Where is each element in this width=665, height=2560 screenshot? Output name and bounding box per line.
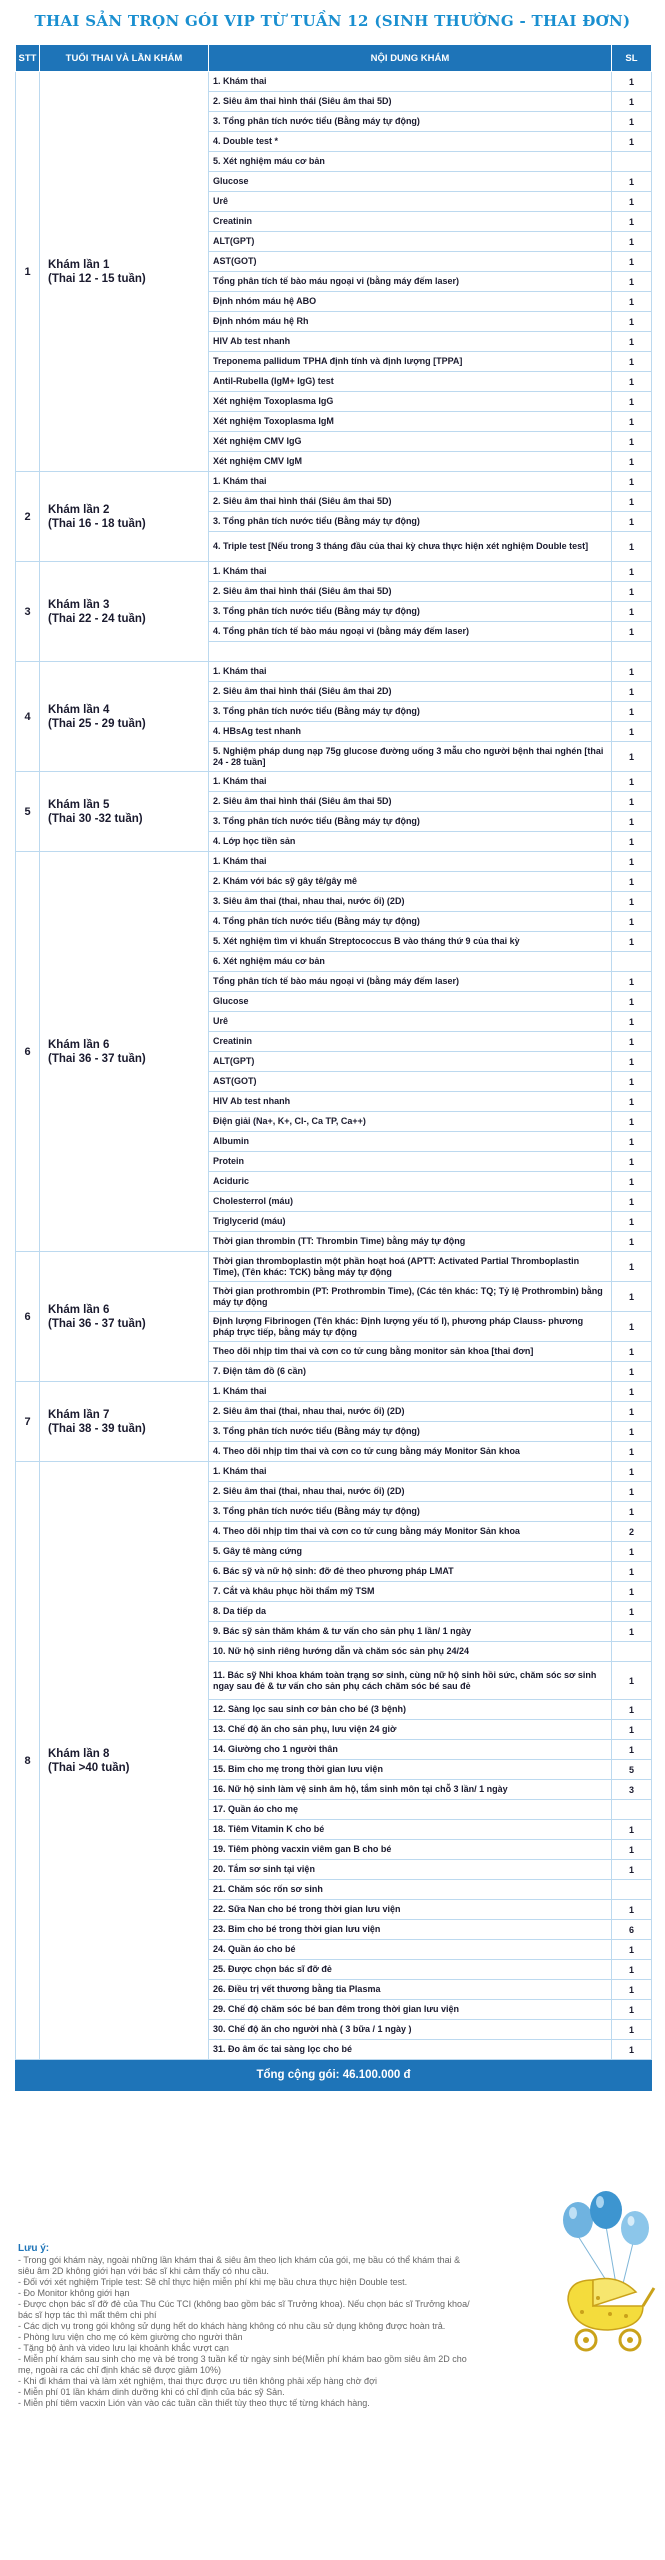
service-item: 4. Lớp học tiền sản [209,832,612,852]
table-row [16,852,652,872]
service-qty: 1 [612,1052,652,1072]
visit-cell [40,1252,209,1382]
visit-weeks: (Thai 22 - 24 tuần) [48,612,146,625]
service-item: 1. Khám thai [209,772,612,792]
visit-label: Khám lần 6 [48,1038,110,1051]
service-item: 3. Tổng phân tích nước tiểu (Bằng máy tự động) [209,512,612,532]
baby-carriage-balloons-icon [538,2188,663,2358]
visit-weeks: (Thai 38 - 39 tuần) [48,1422,146,1435]
service-item: 3. Tổng phân tích nước tiểu (Bằng máy tự động) [209,1502,612,1522]
service-qty: 1 [612,792,652,812]
table-row [16,1462,652,1482]
service-item: 11. Bác sỹ Nhi khoa khám toàn trạng sơ sinh, cùng nữ hộ sinh hồi sức, chăm sóc sơ sinh ngay sau đẻ & tư vấn cho sản phụ cách chăm sóc bé sau đẻ [209,1662,612,1700]
table-body [16,72,652,2060]
service-item: 2. Siêu âm thai (thai, nhau thai, nước ối) (2D) [209,1482,612,1502]
note-line: siêu âm 2D không giới hạn với bác sĩ khi cảm thấy có nhu cầu. [18,2266,269,2276]
service-item: 5. Xét nghiệm tìm vi khuẩn Streptococcus B vào tháng thứ 9 của thai kỳ [209,932,612,952]
visit-cell [40,562,209,662]
service-qty: 1 [612,212,652,232]
service-item: 5. Xét nghiệm máu cơ bản [209,152,612,172]
service-item: 5. Gây tê màng cứng [209,1542,612,1562]
table-row [16,72,652,92]
service-item: 2. Siêu âm thai hình thái (Siêu âm thai 5D) [209,792,612,812]
note-line: - Phòng lưu viện cho mẹ có kèm giường cho người thân [18,2332,243,2342]
visit-cell [40,72,209,472]
service-item: AST(GOT) [209,1072,612,1092]
note-line: - Đối với xét nghiệm Triple test: Sẽ chỉ thực hiện miễn phí khi mẹ bầu chưa thực hiện Double test. [18,2277,408,2287]
service-item: Urê [209,1012,612,1032]
service-item: 2. Siêu âm thai (thai, nhau thai, nước ối) (2D) [209,1402,612,1422]
notes-section [18,2243,538,2409]
service-item: 3. Siêu âm thai (thai, nhau thai, nước ối) (2D) [209,892,612,912]
table-row [16,1382,652,1402]
service-qty: 1 [612,1542,652,1562]
service-qty: 1 [612,1232,652,1252]
service-qty: 1 [612,292,652,312]
service-qty: 1 [612,1112,652,1132]
note-line: - Các dịch vụ trong gói không sử dụng hết do khách hàng không có nhu cầu sử dụng không được hoàn trả. [18,2321,446,2331]
table-row [16,1252,652,1282]
service-qty: 1 [612,1362,652,1382]
service-item: Theo dõi nhịp tim thai và cơn co tử cung bằng monitor sản khoa [thai đơn] [209,1342,612,1362]
service-qty [612,1642,652,1662]
service-qty: 1 [612,1252,652,1282]
service-qty: 1 [612,1462,652,1482]
service-qty: 1 [612,892,652,912]
stt-cell: 3 [16,562,40,662]
visit-weeks: (Thai 30 -32 tuần) [48,812,143,825]
visit-cell [40,852,209,1252]
service-qty: 3 [612,1780,652,1800]
note-line: - Miễn phí 01 lần khám dinh dưỡng khi có chỉ định của bác sỹ Sản. [18,2387,285,2397]
visit-label: Khám lần 4 [48,703,110,716]
visit-label: Khám lần 3 [48,598,110,611]
service-item: 29. Chế độ chăm sóc bé ban đêm trong thời gian lưu viện [209,2000,612,2020]
service-qty: 1 [612,1860,652,1880]
service-item: 3. Tổng phân tích nước tiểu (Bằng máy tự động) [209,1422,612,1442]
service-item: 4. Tổng phân tích tế bào máu ngoại vi (bằng máy đếm laser) [209,622,612,642]
service-qty: 1 [612,412,652,432]
service-qty: 1 [612,682,652,702]
stt-cell: 8 [16,1462,40,2060]
service-item: 1. Khám thai [209,562,612,582]
service-qty: 1 [612,492,652,512]
service-qty: 1 [612,272,652,292]
table-row [16,772,652,792]
service-qty: 1 [612,932,652,952]
service-item: Glucose [209,172,612,192]
service-item: 23. Bỉm cho bé trong thời gian lưu viện [209,1920,612,1940]
service-qty: 1 [612,1382,652,1402]
service-qty: 1 [612,1402,652,1422]
service-item: 2. Khám với bác sỹ gây tê/gây mê [209,872,612,892]
service-item: 1. Khám thai [209,662,612,682]
package-table [15,44,652,2091]
note-line: - Khi đi khám thai và làm xét nghiệm, thai thực được ưu tiên không phải xếp hàng chờ đợi [18,2376,377,2386]
service-item: Định nhóm máu hệ Rh [209,312,612,332]
service-item: 5. Nghiệm pháp dung nạp 75g glucose đường uống 3 mẫu cho người bệnh thai nghén [thai 24 - 28 tuần] [209,742,612,772]
service-item: Định nhóm máu hệ ABO [209,292,612,312]
service-qty: 1 [612,1900,652,1920]
notes-title: Lưu ý: [18,2243,50,2254]
note-line: - Trong gói khám này, ngoài những lần khám thai & siêu âm theo lịch khám của gói, mẹ bầu có thể khám thai & [18,2255,461,2265]
service-qty: 1 [612,72,652,92]
service-qty: 1 [612,1312,652,1342]
service-qty: 1 [612,1820,652,1840]
service-item: 6. Xét nghiệm máu cơ bản [209,952,612,972]
service-item: 10. Nữ hộ sinh riêng hướng dẫn và chăm sóc sản phụ 24/24 [209,1642,612,1662]
service-item: 1. Khám thai [209,852,612,872]
service-item: 2. Siêu âm thai hình thái (Siêu âm thai 2D) [209,682,612,702]
service-item: 21. Chăm sóc rốn sơ sinh [209,1880,612,1900]
service-qty: 1 [612,742,652,772]
visit-cell [40,772,209,852]
service-qty: 1 [612,1032,652,1052]
service-qty: 1 [612,662,652,682]
service-item: 4. HBsAg test nhanh [209,722,612,742]
service-qty: 1 [612,1840,652,1860]
service-item: Định lượng Fibrinogen (Tên khác: Định lượng yếu tố I), phương pháp Clauss- phương pháp trực tiếp, bằng máy tự động [209,1312,612,1342]
service-qty: 1 [612,2000,652,2020]
service-item: Aciduric [209,1172,612,1192]
service-item: 1. Khám thai [209,472,612,492]
service-item: 4. Theo dõi nhịp tim thai và cơn co tử cung bằng máy Monitor Sản khoa [209,1442,612,1462]
service-item: Creatinin [209,212,612,232]
visit-label: Khám lần 5 [48,798,110,811]
service-item: 22. Sữa Nan cho bé trong thời gian lưu viện [209,1900,612,1920]
note-line: bác sĩ hợp tác thì mất thêm chi phí [18,2310,157,2320]
service-item: 4. Double test * [209,132,612,152]
service-item: HIV Ab test nhanh [209,332,612,352]
service-item: 7. Cắt và khâu phục hồi thẩm mỹ TSM [209,1582,612,1602]
service-item: 7. Điện tâm đồ (6 cần) [209,1362,612,1382]
service-item: Antil-Rubella (IgM+ IgG) test [209,372,612,392]
service-qty: 1 [612,1980,652,2000]
service-qty: 1 [612,992,652,1012]
stt-cell: 2 [16,472,40,562]
stt-cell: 6 [16,852,40,1252]
service-qty: 1 [612,1172,652,1192]
service-qty: 1 [612,1092,652,1112]
stt-cell: 6 [16,1252,40,1382]
service-qty: 1 [612,1132,652,1152]
service-qty: 5 [612,1760,652,1780]
service-qty: 1 [612,112,652,132]
stt-cell: 5 [16,772,40,852]
service-qty: 1 [612,352,652,372]
stt-cell: 7 [16,1382,40,1462]
service-item [209,642,612,662]
service-qty: 1 [612,562,652,582]
service-item: Creatinin [209,1032,612,1052]
visit-label: Khám lần 2 [48,503,110,516]
header-stt: STT [16,45,40,72]
service-qty: 1 [612,132,652,152]
service-qty: 1 [612,532,652,562]
service-qty: 1 [612,1562,652,1582]
service-qty [612,152,652,172]
service-qty: 1 [612,432,652,452]
service-item: 3. Tổng phân tích nước tiểu (Bằng máy tự động) [209,602,612,622]
service-item: Tổng phân tích tế bào máu ngoại vi (bằng máy đếm laser) [209,272,612,292]
note-line: - Miễn phí khám sau sinh cho mẹ và bé trong 3 tuần kể từ ngày sinh bé(Miễn phí khám bao gồm siêu âm 2D cho [18,2354,467,2364]
service-qty: 1 [612,1482,652,1502]
note-line: - Được chọn bác sĩ đỡ đẻ của Thu Cúc TCI (không bao gồm bác sĩ Trưởng khoa). Nếu chọn bác sĩ Trưởng khoa/ [18,2299,470,2309]
visit-cell [40,472,209,562]
visit-weeks: (Thai 36 - 37 tuần) [48,1052,146,1065]
service-qty: 1 [612,372,652,392]
service-item: 4. Theo dõi nhịp tim thai và cơn co tử cung bằng máy Monitor Sản khoa [209,1522,612,1542]
service-item: HIV Ab test nhanh [209,1092,612,1112]
visit-weeks: (Thai 36 - 37 tuần) [48,1317,146,1330]
service-qty: 1 [612,872,652,892]
service-qty: 1 [612,602,652,622]
service-qty: 1 [612,1342,652,1362]
service-qty: 1 [612,512,652,532]
service-item: 8. Da tiếp da [209,1602,612,1622]
notes-list [18,2255,538,2409]
service-item: Thời gian prothrombin (PT: Prothrombin Time), (Các tên khác: TQ; Tỷ lệ Prothrombin) bằng máy tự động [209,1282,612,1312]
service-qty: 1 [612,92,652,112]
visit-label: Khám lần 1 [48,258,110,271]
service-qty: 1 [612,1720,652,1740]
service-item: 26. Điều trị vết thương bằng tia Plasma [209,1980,612,2000]
service-item: 13. Chế độ ăn cho sản phụ, lưu viện 24 giờ [209,1720,612,1740]
service-item: 9. Bác sỹ sản thăm khám & tư vấn cho sản phụ 1 lần/ 1 ngày [209,1622,612,1642]
visit-weeks: (Thai 25 - 29 tuần) [48,717,146,730]
service-item: Xét nghiệm Toxoplasma IgM [209,412,612,432]
service-item: 31. Đo âm ốc tai sàng lọc cho bé [209,2040,612,2060]
service-qty [612,952,652,972]
service-item: Glucose [209,992,612,1012]
service-item: Thời gian thrombin (TT: Thrombin Time) bằng máy tự động [209,1232,612,1252]
total-price: Tổng cộng gói: 46.100.000 đ [16,2060,652,2091]
service-qty: 1 [612,722,652,742]
service-qty: 1 [612,2020,652,2040]
service-qty: 1 [612,472,652,492]
service-qty [612,642,652,662]
note-line: - Đo Monitor không giới hạn [18,2288,130,2298]
service-item: Xét nghiệm CMV IgG [209,432,612,452]
service-item: 1. Khám thai [209,1462,612,1482]
service-item: Điện giải (Na+, K+, Cl-, Ca TP, Ca++) [209,1112,612,1132]
service-item: Triglycerid (máu) [209,1212,612,1232]
service-qty: 1 [612,972,652,992]
service-item: Urê [209,192,612,212]
service-qty: 2 [612,1522,652,1542]
service-qty: 1 [612,1442,652,1462]
service-item: Xét nghiệm Toxoplasma IgG [209,392,612,412]
service-qty: 1 [612,702,652,722]
stt-cell: 4 [16,662,40,772]
service-item: ALT(GPT) [209,1052,612,1072]
visit-weeks: (Thai 16 - 18 tuần) [48,517,146,530]
service-qty: 1 [612,622,652,642]
table-row [16,472,652,492]
visit-label: Khám lần 8 [48,1747,110,1760]
service-item: Albumin [209,1132,612,1152]
service-item: 19. Tiêm phòng vacxin viêm gan B cho bé [209,1840,612,1860]
service-item: 14. Giường cho 1 người thân [209,1740,612,1760]
service-qty: 1 [612,1582,652,1602]
service-qty: 1 [612,912,652,932]
service-item: 30. Chế độ ăn cho người nhà ( 3 bữa / 1 ngày ) [209,2020,612,2040]
header-content: NỘI DUNG KHÁM [209,45,612,72]
service-item: Protein [209,1152,612,1172]
service-item: 1. Khám thai [209,72,612,92]
service-qty: 1 [612,1212,652,1232]
service-item: 2. Siêu âm thai hình thái (Siêu âm thai 5D) [209,492,612,512]
service-qty: 1 [612,1072,652,1092]
service-item: 17. Quần áo cho mẹ [209,1800,612,1820]
total-row [16,2060,652,2091]
table-row [16,562,652,582]
service-item: 3. Tổng phân tích nước tiểu (Bằng máy tự động) [209,812,612,832]
note-line: - Miễn phí tiêm vacxin Lión vàn vào các tuần cần thiết tùy theo thực tế từng khách hàng. [18,2398,370,2408]
service-item: Thời gian thromboplastin một phần hoạt hoá (APTT: Activated Partial Thromboplastin Time), (Tên khác: TCK) bằng máy tự động [209,1252,612,1282]
service-qty: 1 [612,332,652,352]
visit-weeks: (Thai >40 tuần) [48,1761,130,1774]
visit-weeks: (Thai 12 - 15 tuần) [48,272,146,285]
service-item: Cholesterrol (máu) [209,1192,612,1212]
stt-cell: 1 [16,72,40,472]
service-qty: 1 [612,772,652,792]
service-qty: 1 [612,1960,652,1980]
service-item: 6. Bác sỹ và nữ hộ sinh: đỡ đẻ theo phương pháp LMAT [209,1562,612,1582]
service-qty: 1 [612,252,652,272]
service-qty: 1 [612,392,652,412]
visit-cell [40,1462,209,2060]
header-qty: SL [612,45,652,72]
service-qty: 1 [612,192,652,212]
service-qty: 1 [612,2040,652,2060]
service-qty: 1 [612,1282,652,1312]
service-qty [612,1800,652,1820]
visit-cell [40,662,209,772]
service-item: AST(GOT) [209,252,612,272]
service-qty: 1 [612,312,652,332]
service-item: ALT(GPT) [209,232,612,252]
service-item: 1. Khám thai [209,1382,612,1402]
service-item: 2. Siêu âm thai hình thái (Siêu âm thai 5D) [209,582,612,602]
service-qty: 1 [612,852,652,872]
service-qty: 1 [612,1740,652,1760]
note-line: - Tặng bộ ảnh và video lưu lại khoảnh khắc vượt cạn [18,2343,229,2353]
service-qty: 1 [612,452,652,472]
note-line: mẹ, ngoài ra các chỉ định khác sẽ được giảm 10%) [18,2365,222,2375]
service-qty: 1 [612,1940,652,1960]
service-qty: 1 [612,832,652,852]
service-item: 2. Siêu âm thai hình thái (Siêu âm thai 5D) [209,92,612,112]
service-item: 20. Tắm sơ sinh tại viện [209,1860,612,1880]
service-qty: 1 [612,1700,652,1720]
service-item: Xét nghiệm CMV IgM [209,452,612,472]
service-item: 25. Được chọn bác sĩ đỡ đẻ [209,1960,612,1980]
table-row [16,662,652,682]
service-item: Treponema pallidum TPHA định tính và định lượng [TPPA] [209,352,612,372]
service-item: 12. Sàng lọc sau sinh cơ bản cho bé (3 bệnh) [209,1700,612,1720]
service-qty: 1 [612,172,652,192]
service-qty: 1 [612,1012,652,1032]
page-title: THAI SẢN TRỌN GÓI VIP TỪ TUẦN 12 (SINH THƯỜNG - THAI ĐƠN) [34,12,631,30]
visit-label: Khám lần 6 [48,1303,110,1316]
service-item: 16. Nữ hộ sinh làm vệ sinh âm hộ, tắm sinh môn tại chỗ 3 lần/ 1 ngày [209,1780,612,1800]
service-qty: 1 [612,812,652,832]
table-header-row [16,45,652,72]
service-item: 24. Quần áo cho bé [209,1940,612,1960]
service-qty: 1 [612,1622,652,1642]
service-qty: 1 [612,1192,652,1212]
service-item: Tổng phân tích tế bào máu ngoại vi (bằng máy đếm laser) [209,972,612,992]
service-item: 18. Tiêm Vitamin K cho bé [209,1820,612,1840]
visit-label: Khám lần 7 [48,1408,110,1421]
service-qty: 1 [612,1152,652,1172]
service-qty: 1 [612,1422,652,1442]
service-item: 4. Triple test [Nếu trong 3 tháng đầu của thai kỳ chưa thực hiện xét nghiệm Double test] [209,532,612,562]
header-visit: TUỔI THAI VÀ LẦN KHÁM [40,45,209,72]
service-qty: 1 [612,582,652,602]
service-qty [612,1880,652,1900]
service-qty: 1 [612,1602,652,1622]
service-item: 3. Tổng phân tích nước tiểu (Bằng máy tự động) [209,702,612,722]
service-qty: 1 [612,1502,652,1522]
service-item: 15. Bỉm cho mẹ trong thời gian lưu viện [209,1760,612,1780]
service-qty: 1 [612,1662,652,1700]
service-item: 4. Tổng phân tích nước tiểu (Bằng máy tự động) [209,912,612,932]
service-item: 3. Tổng phân tích nước tiểu (Bằng máy tự động) [209,112,612,132]
service-qty: 1 [612,232,652,252]
visit-cell [40,1382,209,1462]
service-qty: 6 [612,1920,652,1940]
